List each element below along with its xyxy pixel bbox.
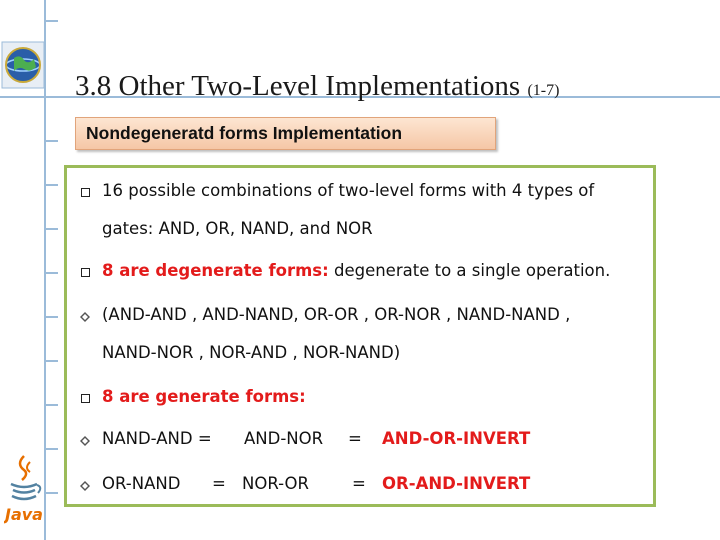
text-line: 16 possible combinations of two-level forms with 4 types of — [102, 181, 595, 200]
title-subtitle: (1-7) — [527, 82, 560, 99]
side-tick — [44, 184, 58, 186]
text-line: gates: AND, OR, NAND, and NOR — [102, 219, 373, 238]
section-label: Nondegeneratd forms Implementation — [75, 117, 496, 150]
text-line: AND-NOR — [244, 429, 324, 448]
text-line — [102, 261, 610, 280]
side-tick — [44, 360, 58, 362]
content-box — [64, 165, 656, 507]
square-bullet-icon — [81, 268, 90, 277]
svg-text:Java: Java — [5, 505, 43, 524]
java-logo-icon — [4, 452, 44, 524]
text-line — [102, 387, 306, 406]
side-tick — [44, 140, 58, 142]
side-tick — [44, 404, 58, 406]
text-line: = — [212, 474, 226, 493]
square-bullet-icon — [81, 188, 90, 197]
side-tick — [44, 228, 58, 230]
side-tick — [44, 272, 58, 274]
side-tick — [44, 96, 58, 98]
generate-heading: 8 are generate forms: — [102, 387, 306, 406]
page-title — [75, 70, 559, 103]
side-tick — [44, 492, 58, 494]
title-main: 3.8 Other Two-Level Implementations — [75, 70, 521, 102]
oai-label: OR-AND-INVERT — [382, 474, 531, 493]
text-line: NAND-AND = — [102, 429, 212, 448]
text-line: NOR-OR — [242, 474, 309, 493]
square-bullet-icon — [81, 394, 90, 403]
text-line: NAND-NOR , NOR-AND , NOR-NAND) — [102, 343, 401, 362]
text-line: (AND-AND , AND-NAND, OR-OR , OR-NOR , NAND-NAND , — [102, 305, 571, 324]
aoi-label: AND-OR-INVERT — [382, 429, 531, 448]
text-line: = — [352, 474, 366, 493]
text-line: OR-NAND — [102, 474, 181, 493]
degenerate-desc: degenerate to a single operation. — [328, 261, 611, 280]
diamond-bullet-icon — [80, 436, 90, 446]
text-line: = — [348, 429, 362, 448]
side-tick — [44, 316, 58, 318]
diamond-bullet-icon — [80, 312, 90, 322]
diamond-bullet-icon — [80, 481, 90, 491]
side-tick — [44, 20, 58, 22]
degenerate-heading: 8 are degenerate forms: — [102, 261, 329, 280]
side-tick — [44, 448, 58, 450]
globe-logo-icon — [0, 40, 46, 90]
